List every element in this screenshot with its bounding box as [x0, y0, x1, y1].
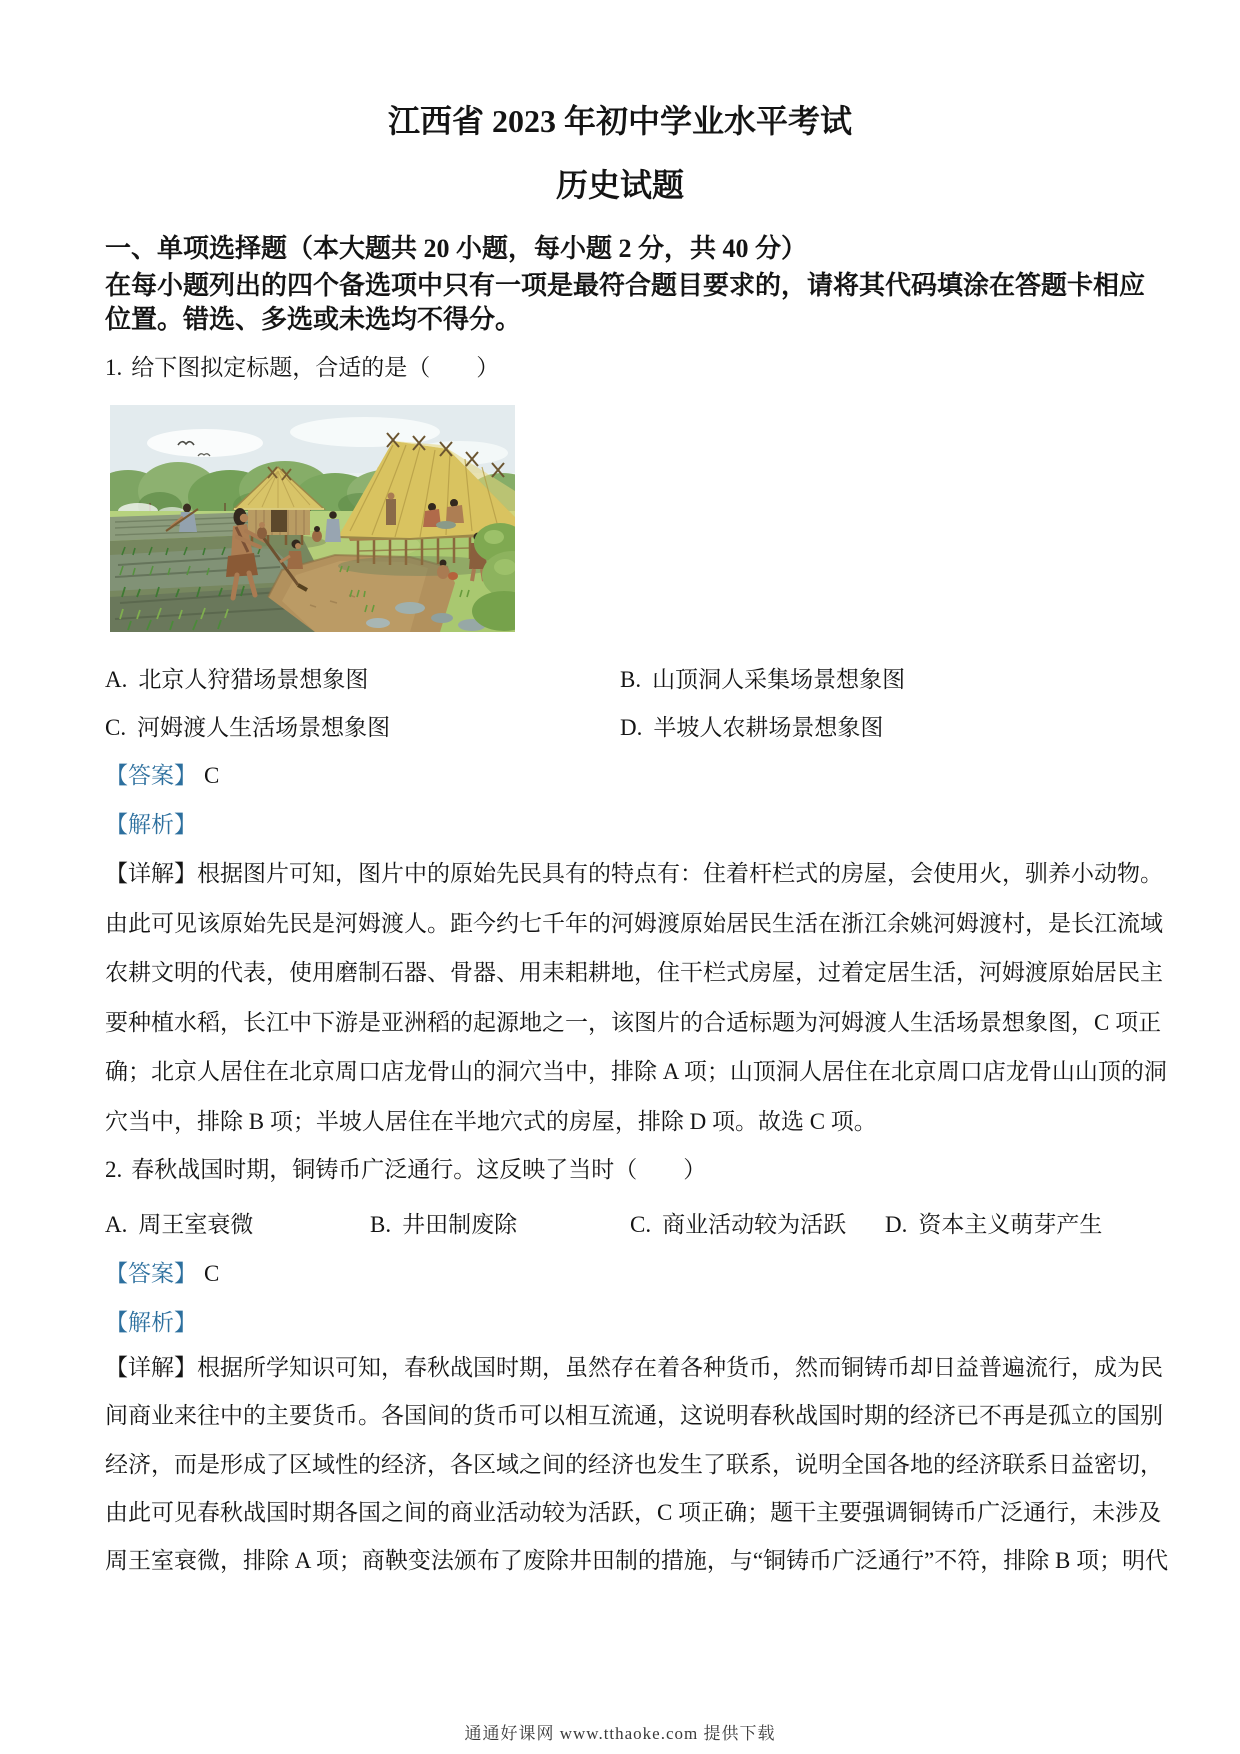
q2-option-d [885, 1210, 1102, 1239]
option-key: B. [370, 1212, 392, 1237]
option-text: 北京人狩猎场景想象图 [138, 667, 369, 692]
option-text: 井田制废除 [402, 1212, 518, 1237]
q2-option-a [105, 1210, 253, 1239]
paper-title: 江西省 2023 年初中学业水平考试 [387, 103, 852, 139]
section-instructions-line2: 位置。错选、多选或未选均不得分。 [105, 305, 522, 334]
q1-option-a [105, 665, 368, 694]
detail-line: 经济，而是形成了区域性的经济，各区域之间的经济也发生了联系，说明全国各地的经济联系日益密切， [105, 1451, 1163, 1477]
q1-detail-paragraph [105, 849, 1167, 1146]
question-number: 1. [105, 355, 123, 380]
q1-option-b [620, 665, 905, 694]
detail-line: 农耕文明的代表，使用磨制石器、骨器、用耒耜耕地，住干栏式房屋，过着定居生活，河姆渡原始居民主 [105, 960, 1163, 985]
detail-line: 由此可见春秋战国时期各国之间的商业活动较为活跃，C 项正确；题干主要强调铜铸币广泛通行，未涉及 [105, 1499, 1162, 1525]
question-stem-text: 春秋战国时期，铜铸币广泛通行。这反映了当时（ ） [131, 1157, 707, 1182]
detail-line: 间商业来往中的主要货币。各国间的货币可以相互流通，这说明春秋战国时期的经济已不再是孤立的国别 [105, 1403, 1163, 1429]
detail-line: 【详解】根据所学知识可知，春秋战国时期，虽然存在着各种货币，然而铜铸币却日益普遍流行，成为民 [105, 1355, 1163, 1380]
detail-line: 由此可见该原始先民是河姆渡人。距今约七千年的河姆渡原始居民生活在浙江余姚河姆渡村，是长江流域 [105, 910, 1163, 936]
option-key: A. [105, 667, 128, 692]
option-text: 河姆渡人生活场景想象图 [137, 715, 391, 740]
option-key: B. [620, 667, 642, 692]
answer-label: 【答案】 [105, 1261, 197, 1286]
paper-subtitle: 历史试题 [555, 167, 684, 203]
answer-label: 【答案】 [105, 763, 197, 788]
option-text: 商业活动较为活跃 [662, 1212, 847, 1237]
option-text: 周王室衰微 [138, 1212, 254, 1237]
q2-answer-line [105, 1259, 219, 1288]
q2-option-c [630, 1210, 846, 1239]
q1-option-d [620, 713, 883, 742]
detail-line: 【详解】根据图片可知，图片中的原始先民具有的特点有：住着杆栏式的房屋，会使用火，驯养小动物。 [105, 861, 1163, 886]
answer-value: C [204, 763, 220, 788]
detail-line: 穴当中，排除 B 项；半坡人居住在半地穴式的房屋，排除 D 项。故选 C 项。 [105, 1108, 877, 1134]
detail-line: 要种植水稻，长江中下游是亚洲稻的起源地之一，该图片的合适标题为河姆渡人生活场景想象图，C 项正 [105, 1009, 1162, 1035]
question-stem-text: 给下图拟定标题，合适的是（ ） [131, 355, 500, 380]
q2-detail-paragraph [105, 1344, 1168, 1585]
q1-option-c [105, 713, 390, 742]
detail-line: 确；北京人居住在北京周口店龙骨山的洞穴当中，排除 A 项；山顶洞人居住在北京周口店龙骨山山顶的洞 [105, 1059, 1167, 1084]
option-text: 半坡人农耕场景想象图 [653, 715, 884, 740]
option-key: D. [885, 1212, 908, 1237]
hemudu-scene-illustration [110, 405, 515, 632]
question-1-figure [110, 405, 515, 632]
option-text: 山顶洞人采集场景想象图 [652, 667, 906, 692]
q1-analysis-label: 【解析】 [105, 812, 197, 837]
answer-value: C [204, 1261, 220, 1286]
question-number: 2. [105, 1157, 123, 1182]
question-2-stem [105, 1155, 706, 1184]
option-text: 资本主义萌芽产生 [918, 1212, 1103, 1237]
section-instructions-line1: 在每小题列出的四个备选项中只有一项是最符合题目要求的，请将其代码填涂在答题卡相应 [105, 271, 1146, 300]
option-key: C. [630, 1212, 652, 1237]
detail-line: 周王室衰微，排除 A 项；商鞅变法颁布了废除井田制的措施，与“铜铸币广泛通行”不符，排除 B 项；明代 [105, 1548, 1169, 1574]
option-key: A. [105, 1212, 128, 1237]
q2-option-b [370, 1210, 517, 1239]
q1-answer-line [105, 761, 219, 790]
option-key: D. [620, 715, 643, 740]
section-heading: 一、单项选择题（本大题共 20 小题，每小题 2 分，共 40 分） [105, 234, 808, 263]
q2-analysis-label: 【解析】 [105, 1310, 197, 1335]
page-footer: 通通好课网 www.tthaoke.com 提供下载 [464, 1724, 776, 1743]
option-key: C. [105, 715, 127, 740]
question-1-stem [105, 353, 499, 382]
